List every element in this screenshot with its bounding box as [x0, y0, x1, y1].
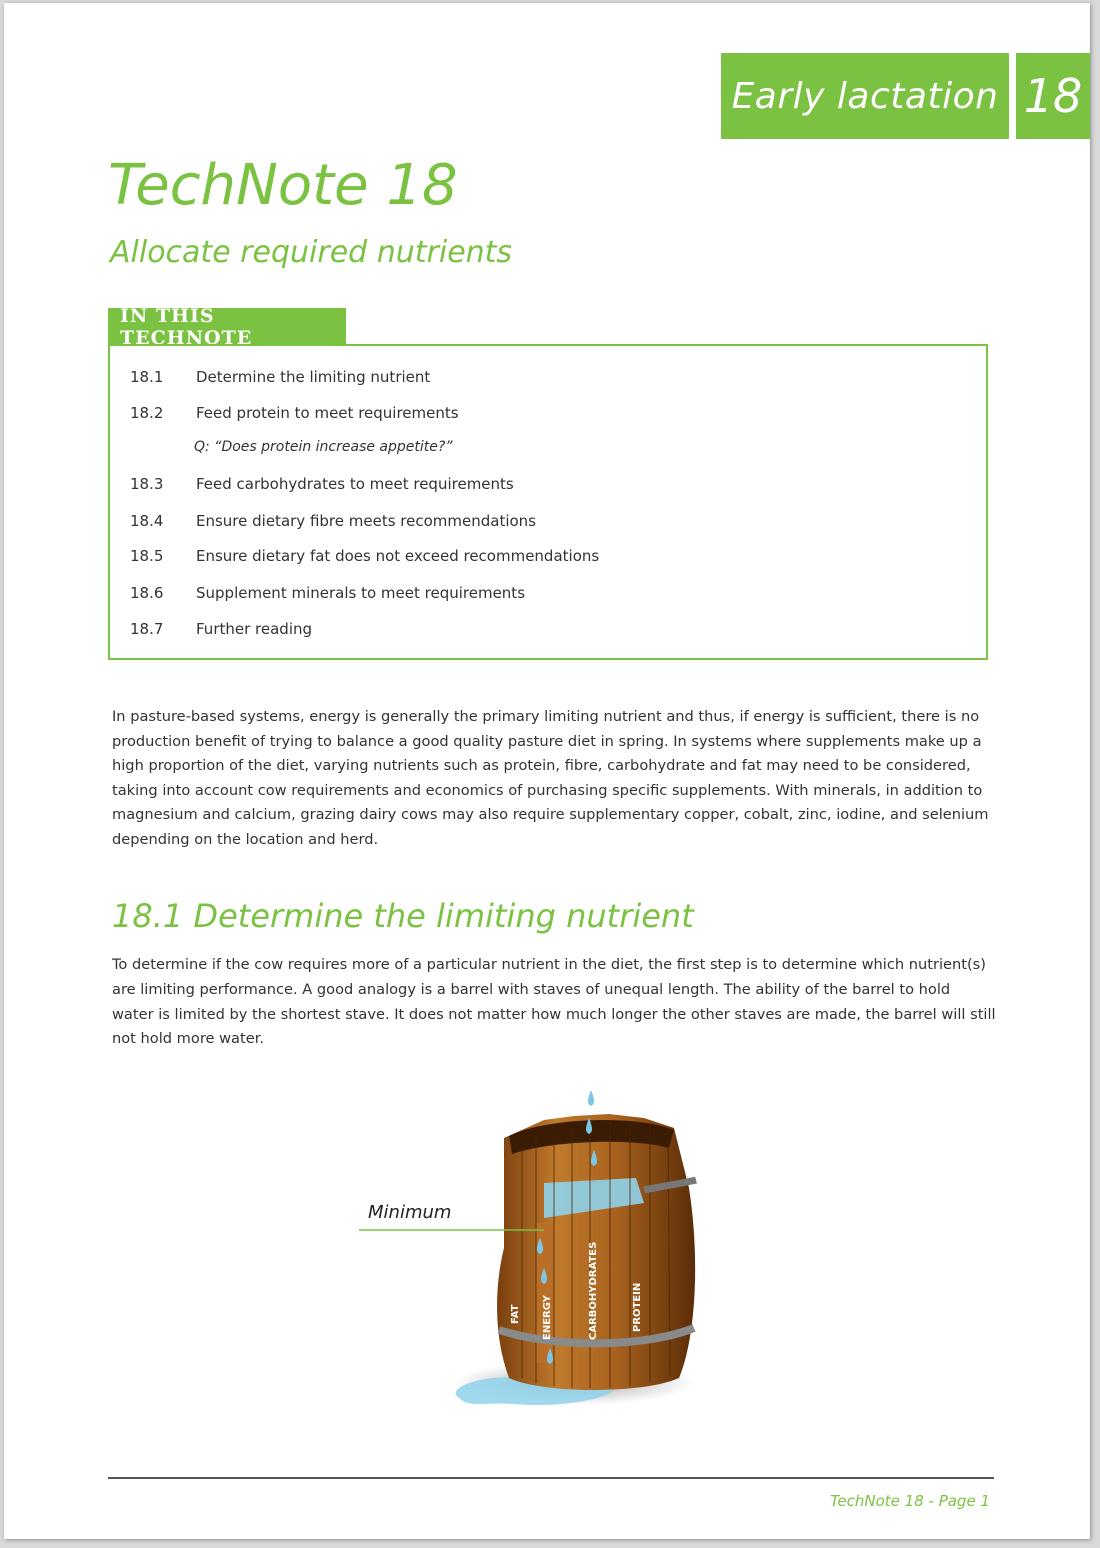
footer-divider [108, 1477, 994, 1479]
intro-paragraph: In pasture-based systems, energy is generally the primary limiting nutrient and thus, if energy is sufficient, there is no production benefit of trying to balance a good quality pasture diet in spring. In systems where supplements make up a high proportion of the diet, varying nutrients such as protein, fibre, carbohydrate and fat may need to be considered, taking into account cow requirements and economics of purchasing specific supplements. With minerals, in addition to magnesium and calcium, grazing dairy cows may also require supplementary copper, cobalt, zinc, iodine, and selenium depending on the location and herd. [112, 708, 989, 848]
stave-label-protein: PROTEIN [632, 1282, 643, 1332]
minimum-label: Minimum [368, 1202, 452, 1223]
page-subtitle: Allocate required nutrients [110, 235, 513, 270]
toc-item-number: 18.4 [130, 512, 164, 530]
page [4, 3, 1090, 1539]
toc-heading: IN THIS TECHNOTE [108, 308, 346, 346]
toc-item-label: Ensure dietary fat does not exceed recommendations [196, 547, 600, 565]
toc-item-number: 18.5 [130, 547, 164, 565]
toc-item-number: 18.2 [130, 404, 164, 422]
page-footer: TechNote 18 - Page 1 [830, 1492, 990, 1510]
stave-label-energy: ENERGY [542, 1295, 553, 1340]
toc-item-number: 18.7 [130, 620, 164, 638]
toc-item[interactable] [130, 547, 599, 565]
section-paragraph: To determine if the cow requires more of a particular nutrient in the diet, the first step is to determine which nutrient(s) are limiting performance. A good analogy is a barrel with staves of unequal length. The ability of the barrel to hold water is limited by the shortest stave. It does not matter how much longer the other staves are made, the barrel will still not hold more water. [112, 956, 996, 1048]
toc-item-label: Determine the limiting nutrient [196, 368, 431, 386]
section-label: Early lactation [721, 53, 1009, 139]
toc-item[interactable] [130, 512, 536, 530]
stave-label-carbohydrates: CARBOHYDRATES [588, 1241, 599, 1340]
toc-question: Q: “Does protein increase appetite?” [194, 439, 453, 455]
toc-item-label: Feed carbohydrates to meet requirements [196, 475, 514, 493]
page-title: TechNote 18 [108, 153, 458, 218]
toc-item[interactable] [130, 368, 430, 386]
toc-item-label: Further reading [196, 620, 313, 638]
toc-item[interactable] [130, 584, 525, 602]
stave-label-fat: FAT [510, 1304, 521, 1324]
water-drop [588, 1090, 594, 1106]
toc-item-label: Ensure dietary fibre meets recommendations [196, 512, 536, 530]
toc-item-number: 18.6 [130, 584, 164, 602]
toc-item[interactable] [130, 620, 312, 638]
toc-item[interactable] [130, 475, 514, 493]
section-heading: 18.1 Determine the limiting nutrient [112, 897, 694, 935]
toc-item-label: Supplement minerals to meet requirements [196, 584, 526, 602]
toc-item-number: 18.1 [130, 368, 164, 386]
toc-item-label: Feed protein to meet requirements [196, 404, 459, 422]
toc-item-number: 18.3 [130, 475, 164, 493]
toc-box [108, 344, 988, 660]
barrel-illustration [344, 1078, 724, 1423]
section-number: 18 [1016, 53, 1090, 139]
toc-item[interactable] [130, 404, 459, 422]
